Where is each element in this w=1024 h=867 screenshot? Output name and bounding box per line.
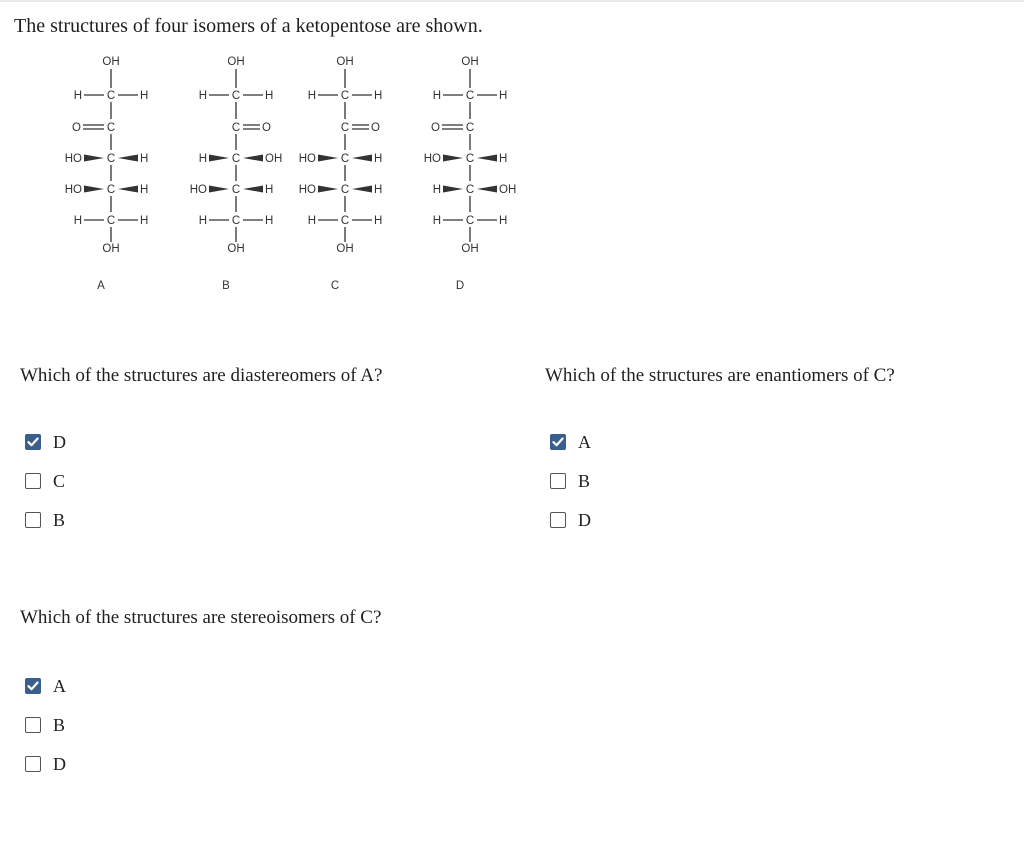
substituent-label: H [198,90,207,102]
carbon-label: C [465,184,475,196]
question-stereoisomers: Which of the structures are stereoisomers of C? [20,607,382,628]
substituent-label: H [198,153,207,165]
option-label: A [578,431,591,452]
wedge-bond [318,155,338,162]
substituent-label: H [140,153,149,165]
bottom-oh-label: OH [336,243,354,255]
intro-text: The structures of four isomers of a ketopentose are shown. [14,15,483,37]
carbon-label: C [231,90,241,102]
wedge-bond [352,186,372,193]
top-divider [0,0,1024,2]
checkbox[interactable] [550,512,566,528]
options-stereoisomers [25,676,66,793]
carbon-label: C [106,90,116,102]
wedge-bond [84,186,104,193]
substituent-label: H [73,90,82,102]
substituent-label: H [265,184,274,196]
carbon-label: C [231,122,241,134]
substituent-label: H [432,184,441,196]
carbon-label: C [231,184,241,196]
question-diastereomers: Which of the structures are diastereomers of A? [20,365,383,386]
wedge-bond [118,186,138,193]
carbon-label: C [340,215,350,227]
question-enantiomers: Which of the structures are enantiomers of C? [545,365,895,386]
carbon-label: C [340,184,350,196]
wedge-bond [443,186,463,193]
option-label: B [578,470,591,491]
structure-label: A [97,280,105,292]
wedge-bond [318,186,338,193]
wedge-bond [477,186,497,193]
top-oh-label: OH [102,56,120,68]
carbon-label: C [465,90,475,102]
option-diastereomer-b[interactable] [25,510,66,530]
option-stereoisomer-a[interactable] [25,676,66,696]
option-stereoisomer-d[interactable] [25,754,66,774]
substituent-label: H [432,215,441,227]
option-enantiomer-a[interactable] [550,432,591,452]
substituent-label: H [198,215,207,227]
checkbox[interactable] [25,434,41,450]
option-label: D [53,431,66,452]
wedge-bond [118,155,138,162]
carbon-label: C [106,153,116,165]
checkmark-icon [27,437,39,447]
checkbox[interactable] [25,717,41,733]
options-enantiomers [550,432,591,549]
substituent-label: H [307,90,316,102]
top-oh-label: OH [336,56,354,68]
option-label: B [53,714,66,735]
option-label: D [53,753,66,774]
option-enantiomer-d[interactable] [550,510,591,530]
options-diastereomers [25,432,66,549]
wedge-bond [352,155,372,162]
oxygen-label: O [72,122,81,134]
wedge-bond [243,155,263,162]
option-label: A [53,675,66,696]
option-label: B [53,509,66,530]
substituent-label: H [73,215,82,227]
substituent-label: OH [265,153,283,165]
checkmark-icon [552,437,564,447]
substituent-label: HO [64,184,82,196]
substituent-label: H [265,215,274,227]
substituent-label: HO [64,153,82,165]
substituent-label: HO [423,153,441,165]
bottom-oh-label: OH [461,243,479,255]
substituent-label: H [374,153,383,165]
carbon-label: C [465,153,475,165]
carbon-label: C [465,122,475,134]
substituent-label: H [374,90,383,102]
checkbox[interactable] [25,473,41,489]
structure-b [190,56,283,292]
top-oh-label: OH [227,56,245,68]
oxygen-label: O [262,122,271,134]
option-label: D [578,509,591,530]
substituent-label: H [140,215,149,227]
option-label: C [53,470,66,491]
substituent-label: H [140,184,149,196]
wedge-bond [209,155,229,162]
substituent-label: H [499,153,508,165]
top-oh-label: OH [461,56,479,68]
structure-c [299,56,383,292]
bottom-oh-label: OH [102,243,120,255]
checkbox[interactable] [25,512,41,528]
carbon-label: C [106,215,116,227]
checkbox[interactable] [25,756,41,772]
carbon-label: C [340,90,350,102]
carbon-label: C [465,215,475,227]
carbon-label: C [106,122,116,134]
substituent-label: HO [189,184,207,196]
structure-label: B [222,280,230,292]
substituent-label: H [374,215,383,227]
substituent-label: H [499,90,508,102]
carbon-label: C [340,122,350,134]
wedge-bond [243,186,263,193]
carbon-label: C [106,184,116,196]
substituent-label: H [499,215,508,227]
carbon-label: C [231,153,241,165]
wedge-bond [443,155,463,162]
option-enantiomer-b[interactable] [550,471,591,491]
structure-d [424,56,517,292]
substituent-label: H [432,90,441,102]
substituent-label: H [307,215,316,227]
wedge-bond [477,155,497,162]
carbon-label: C [231,215,241,227]
checkbox[interactable] [550,434,566,450]
option-stereoisomer-b[interactable] [25,715,66,735]
wedge-bond [84,155,104,162]
checkbox[interactable] [550,473,566,489]
option-diastereomer-c[interactable] [25,471,66,491]
substituent-label: H [140,90,149,102]
structure-a [65,56,149,292]
oxygen-label: O [431,122,440,134]
isomer-structures-figure [0,40,560,300]
substituent-label: HO [298,184,316,196]
structure-label: C [330,280,340,292]
substituent-label: HO [298,153,316,165]
carbon-label: C [340,153,350,165]
checkbox[interactable] [25,678,41,694]
checkmark-icon [27,681,39,691]
oxygen-label: O [371,122,380,134]
substituent-label: H [374,184,383,196]
wedge-bond [209,186,229,193]
bottom-oh-label: OH [227,243,245,255]
substituent-label: OH [499,184,517,196]
structure-label: D [455,280,465,292]
substituent-label: H [265,90,274,102]
option-diastereomer-d[interactable] [25,432,66,452]
